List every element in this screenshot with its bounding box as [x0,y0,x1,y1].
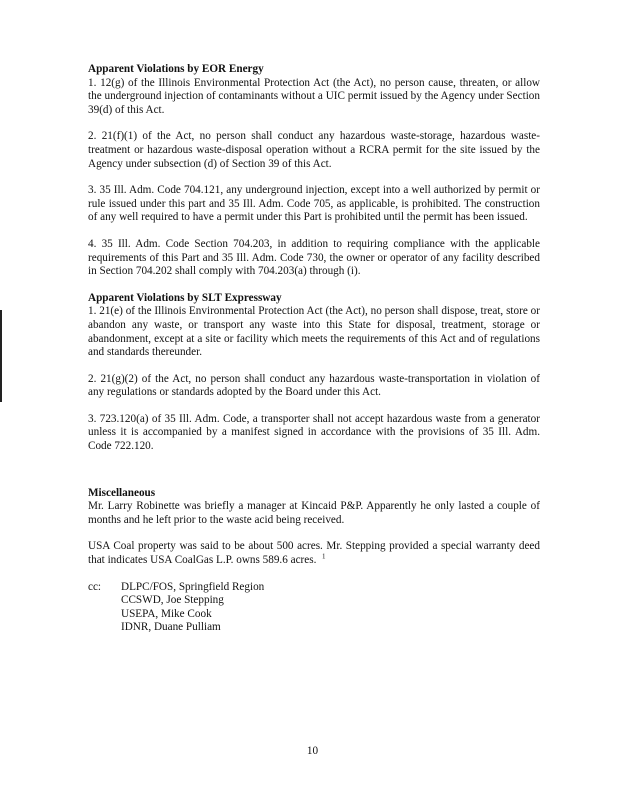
misc-paragraph-property [88,540,540,567]
eor-violation-item: 3. 35 Ill. Adm. Code 704.121, any underground injection, except into a well authorized by permit or rule issued under this part and 35 Ill. Adm. Code 705, as applicable, is prohibited. The construction of any well required to have a permit under this Part is prohibited until the permit has been issued. [88,184,540,224]
cc-recipient: DLPC/FOS, Springfield Region [121,580,265,593]
slt-violation-item: 1. 21(e) of the Illinois Environmental Protection Act (the Act), no person shall dispose, treat, store or abandon any waste, or transport any waste into this State for disposal, treatment, storage or abandonment, except at a site or facility which meets the requirements of this Act and of regulations and standards thereunder. [88,305,540,359]
page-number: 10 [306,745,319,757]
slt-violations-heading: Apparent Violations by SLT Expressway [88,291,282,304]
eor-violation-item: 2. 21(f)(1) of the Act, no person shall conduct any hazardous waste-storage, hazardous waste-treatment or hazardous waste-disposal operation without a RCRA permit for the site issued by the Agency under subsection (d) of Section 39 of this Act. [88,130,540,170]
document-body [88,63,540,635]
cc-recipient: CCSWD, Joe Stepping [121,594,224,607]
misc-paragraph-property-text: USA Coal property was said to be about 500 acres. Mr. Stepping provided a special warranty deed that indicates USA CoalGas L.P. owns 589.6 acres. [88,540,540,567]
slt-violations-section [88,292,540,454]
eor-violations-heading: Apparent Violations by EOR Energy [88,63,264,75]
slt-violation-item: 3. 723.120(a) of 35 Ill. Adm. Code, a transporter shall not accept hazardous waste from a generator unless it is accompanied by a manifest signed in accordance with the provisions of 35 Ill. Adm. Code 722.120. [88,412,540,453]
scan-edge-mark-left [0,310,2,402]
footnote-mark: 1 [321,552,326,561]
miscellaneous-heading: Miscellaneous [88,486,156,499]
cc-label: cc: [88,580,102,593]
cc-recipients [121,581,540,635]
cc-recipient: USEPA, Mike Cook [121,607,212,620]
slt-violation-item: 2. 21(g)(2) of the Act, no person shall conduct any hazardous waste-transportation in violation of any regulations or standards adopted by the Board under this Act. [88,372,540,399]
eor-violations-section [88,63,540,279]
cc-recipient: IDNR, Duane Pulliam [121,621,221,634]
cc-list-block [88,581,540,635]
eor-violation-item: 1. 12(g) of the Illinois Environmental Protection Act (the Act), no person cause, threaten, or allow the underground injection of contaminants without a UIC permit issued by the Agency under Section 39(d) of this Act. [88,76,540,116]
miscellaneous-section [88,487,540,568]
misc-paragraph-robinette: Mr. Larry Robinette was briefly a manager at Kincaid P&P. Apparently he only lasted a couple of months and he left prior to the waste acid being received. [88,500,540,526]
eor-violation-item: 4. 35 Ill. Adm. Code Section 704.203, in addition to requiring compliance with the applicable requirements of this Part and 35 Ill. Adm. Code 730, the owner or operator of any facility described in Section 704.202 shall comply with 704.203(a) through (i). [88,237,540,278]
